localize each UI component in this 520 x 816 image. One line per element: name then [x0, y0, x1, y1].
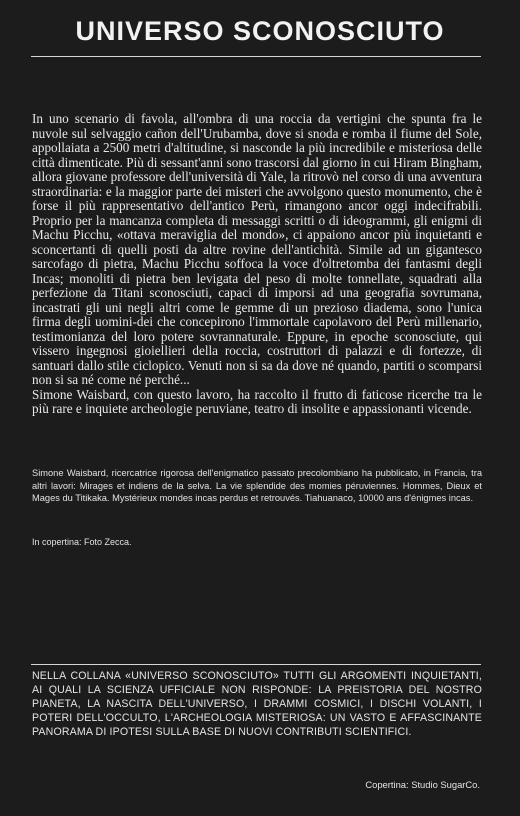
series-description-text: NELLA COLLANA «UNIVERSO SCONOSCIUTO» TUTTI GLI ARGOMENTI INQUIETANTI, AI QUALI LA SCIENZA UFFICIALE NON RISPONDE: LA PREISTORIA DEL NOSTRO PIANETA, LA NASCITA DELL'UNIVERSO, I DRAMMI COSMICI, I DISCHI VOLANTI, I POTERI DELL'OCCULTO, L'ARCHEOLOGIA MISTERIOSA: UN VASTO E AFFASCINANTE PANORAMA DI IPOTESI SULLA BASE DI NUOVI CONTRIBUTI SCIENTIFICI.	[32, 670, 482, 738]
cover-photo-credit: In copertina: Foto Zecca.	[32, 537, 132, 547]
series-description	[32, 669, 482, 739]
cover-design-credit: Copertina: Studio SugarCo.	[365, 779, 480, 790]
author-note	[32, 467, 482, 505]
blurb-paragraph-1: In uno scenario di favola, all'ombra di una roccia da vertigini che spunta fra le nuvole sul selvaggio cañon dell'Urubamba, dove si snoda e romba il fiume del Sole, appollaiata a 2500 metri d'altitudine, si nasconde la più incredibile e misteriosa delle città dimenticate. Più di sessant'anni sono trascorsi dal giorno in cui Hiram Bingham, allora giovane professore dell'università di Yale, la ritrovò nel corso di una avventura straordinaria: e la maggior parte dei misteri che avvolgono questo monumento, che è forse il più rappresentativo dell'antico Perù, rimangono ancor oggi indecifrabili. Proprio per la mancanza completa di messaggi scritti o di ideogrammi, gli enigmi di Machu Picchu, «ottava meraviglia del mondo», ci appaiono ancor più inquietanti e sconcertanti di quelli posti da altre rovine dell'antichità. Simile ad un gigantesco sarcofago di pietra, Machu Picchu soffoca la voce d'oltretomba dei fantasmi degli Incas; monoliti di pietra ben levigata del peso di molte tonnellate, squadrati alla perfezione da Titani sconosciuti, capaci di imporsi ad una geografia sovrumana, incastrati gli uni negli altri come le gemme di un prezioso diadema, sono l'unica firma degli uomini-dei che concepirono l'immortale capolavoro del Perù millenario, testimonianza del loro potere sovrannaturale. Eppure, in epoche sconosciute, qui vissero ingegnosi gioiellieri della roccia, costruttori di palazzi e di fortezze, di santuari dallo stile ciclopico. Venuti non si sa da dove né quando, partiti o scomparsi non si sa né come né perché...	[32, 111, 482, 387]
top-divider	[31, 56, 481, 57]
blurb-paragraph-2: Simone Waisbard, con questo lavoro, ha raccolto il frutto di faticose ricerche tra le più rare e inquiete archeologie peruviane, teatro di insolite e appassionanti vicende.	[32, 386, 482, 416]
author-note-text: Simone Waisbard, ricercatrice rigorosa dell'enigmatico passato precolombiano ha pubblicato, in Francia, tra altri lavori: Mirages et indiens de la selva. La vie splendide des momies péruviennes. Hommes, Dieux et Mages du Titikaka. Mystérieux mondes incas perdus et retrouvés. Tiahuanaco, 10000 ans d'énigmes incas.	[32, 468, 482, 504]
series-title: UNIVERSO SCONOSCIUTO	[75, 16, 445, 46]
blurb	[32, 112, 482, 417]
series-divider	[31, 664, 481, 665]
